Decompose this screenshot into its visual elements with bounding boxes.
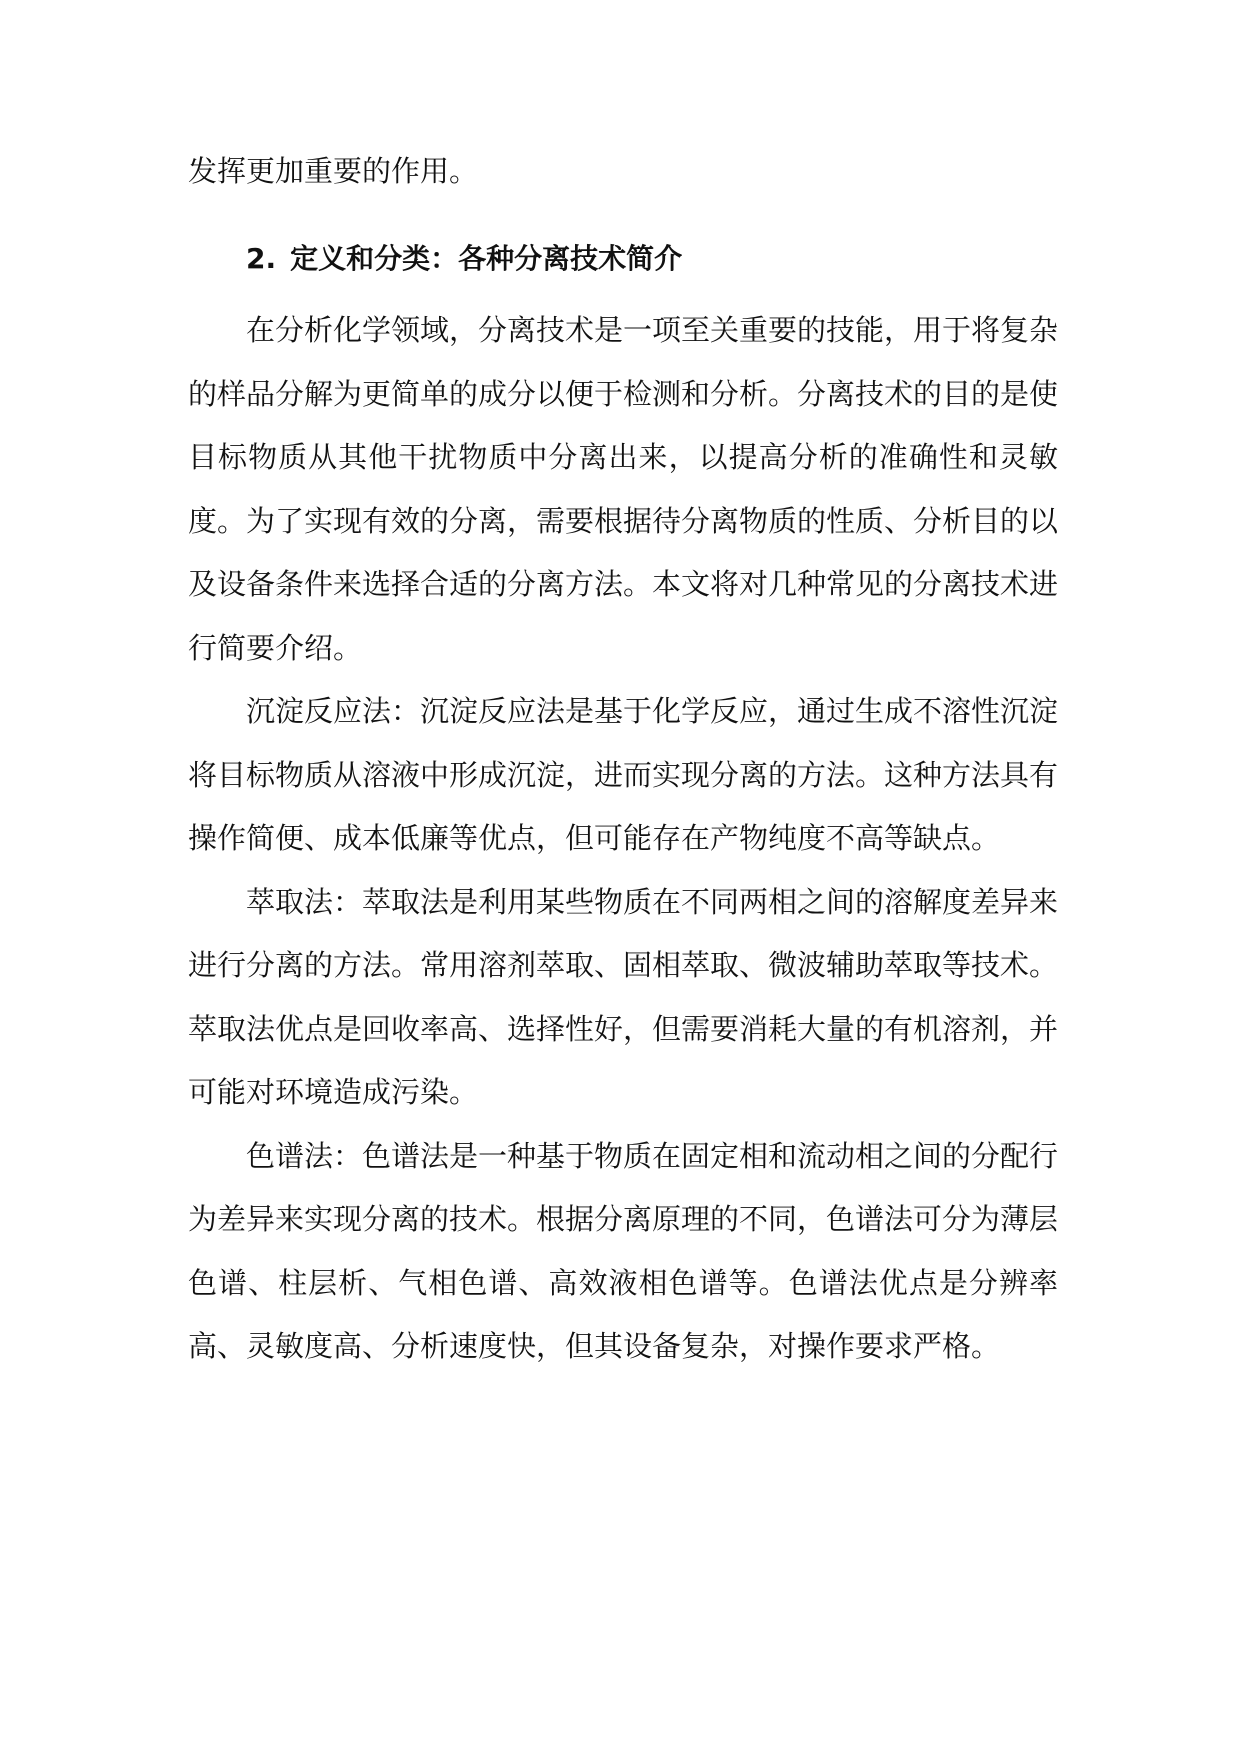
section-number: 2. <box>246 241 277 275</box>
extraction-paragraph: 萃取法：萃取法是利用某些物质在不同两相之间的溶解度差异来进行分离的方法。常用溶剂萃取、固相萃取、微波辅助萃取等技术。萃取法优点是回收率高、选择性好，但需要消耗大量的有机溶剂，并可能对环境造成污染。 <box>188 884 1059 1109</box>
continuation-paragraph: 发挥更加重要的作用。 <box>188 154 479 188</box>
intro-paragraph: 在分析化学领域，分离技术是一项至关重要的技能，用于将复杂的样品分解为更简单的成分以便于检测和分析。分离技术的目的是使目标物质从其他干扰物质中分离出来，以提高分析的准确性和灵敏度。为了实现有效的分离，需要根据待分离物质的性质、分析目的以及设备条件来选择合适的分离方法。本文将对几种常见的分离技术进行简要介绍。 <box>188 313 1059 665</box>
section-heading <box>188 227 1058 291</box>
chromatography-paragraph: 色谱法：色谱法是一种基于物质在固定相和流动相之间的分配行为差异来实现分离的技术。根据分离原理的不同，色谱法可分为薄层色谱、柱层析、气相色谱、高效液相色谱等。色谱法优点是分辨率高、灵敏度高、分析速度快，但其设备复杂，对操作要求严格。 <box>188 1138 1059 1363</box>
document-body <box>188 140 1058 1379</box>
precipitation-paragraph: 沉淀反应法：沉淀反应法是基于化学反应，通过生成不溶性沉淀将目标物质从溶液中形成沉淀，进而实现分离的方法。这种方法具有操作简便、成本低廉等优点，但可能存在产物纯度不高等缺点。 <box>188 694 1059 855</box>
section-title: 定义和分类：各种分离技术简介 <box>290 241 683 275</box>
